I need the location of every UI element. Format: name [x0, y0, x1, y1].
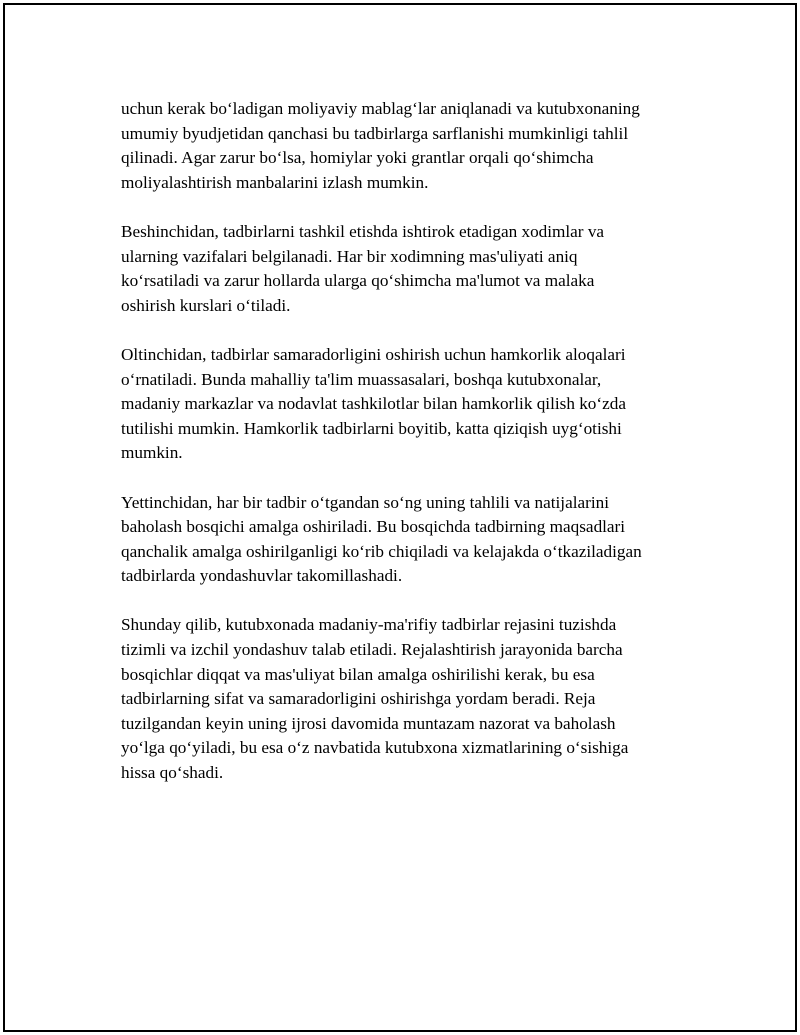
- paragraph-fifth-staff: Beshinchidan, tadbirlarni tashkil etishda ishtirok etadigan xodimlar va ularning vazifalari belgilanadi. Har bir xodimning mas'uliyati aniq ko‘rsatiladi va zarur hollarda ularga qo‘shimcha ma'lumot va malaka oshirish kurslari o‘tiladi.: [121, 221, 605, 315]
- paragraph-conclusion: Shunday qilib, kutubxonada madaniy-ma'rifiy tadbirlar rejasini tuzishda tizimli va izchil yondashuv talab etiladi. Rejalashtirish jarayonida barcha bosqichlar diqqat va mas'uliyat bilan amalga oshirilishi kerak, bu esa tadbirlarning sifat va samaradorligini oshirishga yordam beradi. Reja tuzilgandan keyin uning ijrosi davomida muntazam nazorat va baholash yo‘lga qo‘yiladi, bu esa o‘z navbatida kutubxona xizmatlarining o‘sishiga hissa qo‘shadi.: [121, 615, 629, 783]
- paragraph-seventh-evaluation: Yettinchidan, har bir tadbir o‘tgandan so‘ng uning tahlili va natijalarini baholash bosqichi amalga oshiriladi. Bu bosqichda tadbirning maqsadlari qanchalik amalga oshirilganligi ko‘rib chiqiladi va kelajakda o‘tkaziladigan tadbirlarda yondashuvlar takomillashadi.: [121, 492, 642, 586]
- document-page: [3, 3, 797, 1032]
- paragraph-funding: uchun kerak bo‘ladigan moliyaviy mablag‘lar aniqlanadi va kutubxonaning umumiy byudjetidan qanchasi bu tadbirlarga sarflanishi mumkinligi tahlil qilinadi. Agar zarur bo‘lsa, homiylar yoki grantlar orqali qo‘shimcha moliyalashtirish manbalarini izlash mumkin.: [121, 99, 640, 192]
- document-body: [121, 97, 701, 810]
- paragraph-sixth-partnership: Oltinchidan, tadbirlar samaradorligini oshirish uchun hamkorlik aloqalari o‘rnatiladi. Bunda mahalliy ta'lim muassasalari, boshqa kutubxonalar, madaniy markazlar va nodavlat tashkilotlar bilan hamkorlik qilish ko‘zda tutilishi mumkin. Hamkorlik tadbirlarni boyitib, katta qiziqish uyg‘otishi mumkin.: [121, 344, 626, 463]
